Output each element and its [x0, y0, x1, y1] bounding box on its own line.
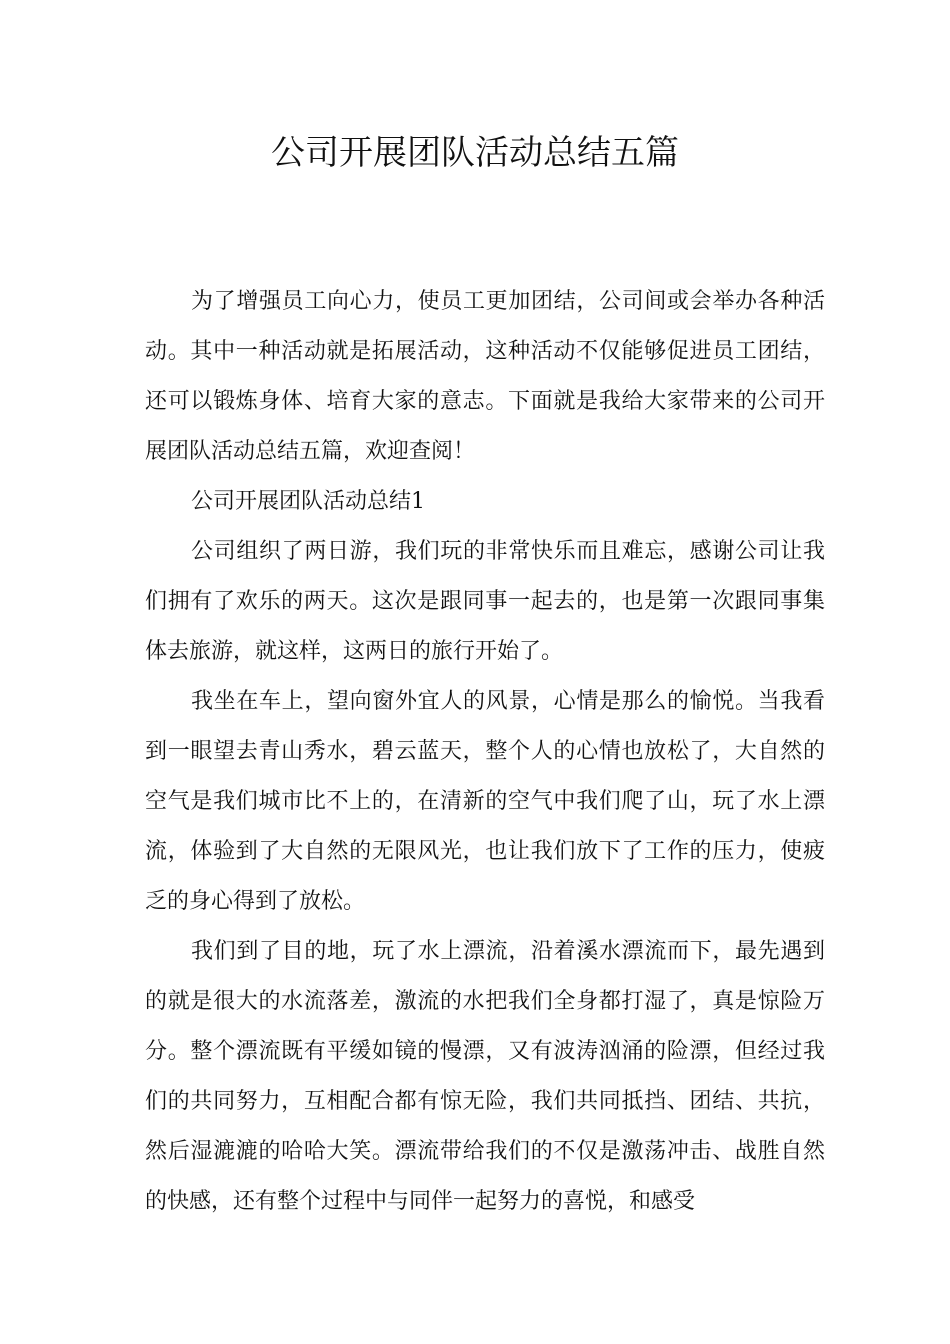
section-heading: 公司开展团队活动总结1: [191, 489, 425, 514]
body-paragraph: 公司组织了两日游，我们玩的非常快乐而且难忘，感谢公司让我们拥有了欢乐的两天。这次是跟同事一起去的，也是第一次跟同事集体去旅游，就这样，这两日的旅行开始了。: [145, 539, 825, 664]
intro-paragraph: 为了增强员工向心力，使员工更加团结，公司间或会举办各种活动。其中一种活动就是拓展活动，这种活动不仅能够促进员工团结，还可以锻炼身体、培育大家的意志。下面就是我给大家带来的公司开展团队活动总结五篇，欢迎查阅！: [145, 289, 825, 464]
body-paragraph: 我们到了目的地，玩了水上漂流，沿着溪水漂流而下，最先遇到的就是很大的水流落差，激流的水把我们全身都打湿了，真是惊险万分。整个漂流既有平缓如镜的慢漂，又有波涛汹涌的险漂，但经过我们的共同努力，互相配合都有惊无险，我们共同抵挡、团结、共抗，然后湿漉漉的哈哈大笑。漂流带给我们的不仅是激荡冲击、战胜自然的快感，还有整个过程中与同伴一起努力的喜悦，和感受: [145, 939, 825, 1214]
body-paragraph: 我坐在车上，望向窗外宜人的风景，心情是那么的愉悦。当我看到一眼望去青山秀水，碧云蓝天，整个人的心情也放松了，大自然的空气是我们城市比不上的，在清新的空气中我们爬了山，玩了水上漂流，体验到了大自然的无限风光，也让我们放下了工作的压力，使疲乏的身心得到了放松。: [145, 689, 825, 914]
document-body: [145, 277, 825, 1227]
document-title: 公司开展团队活动总结五篇: [271, 133, 679, 173]
